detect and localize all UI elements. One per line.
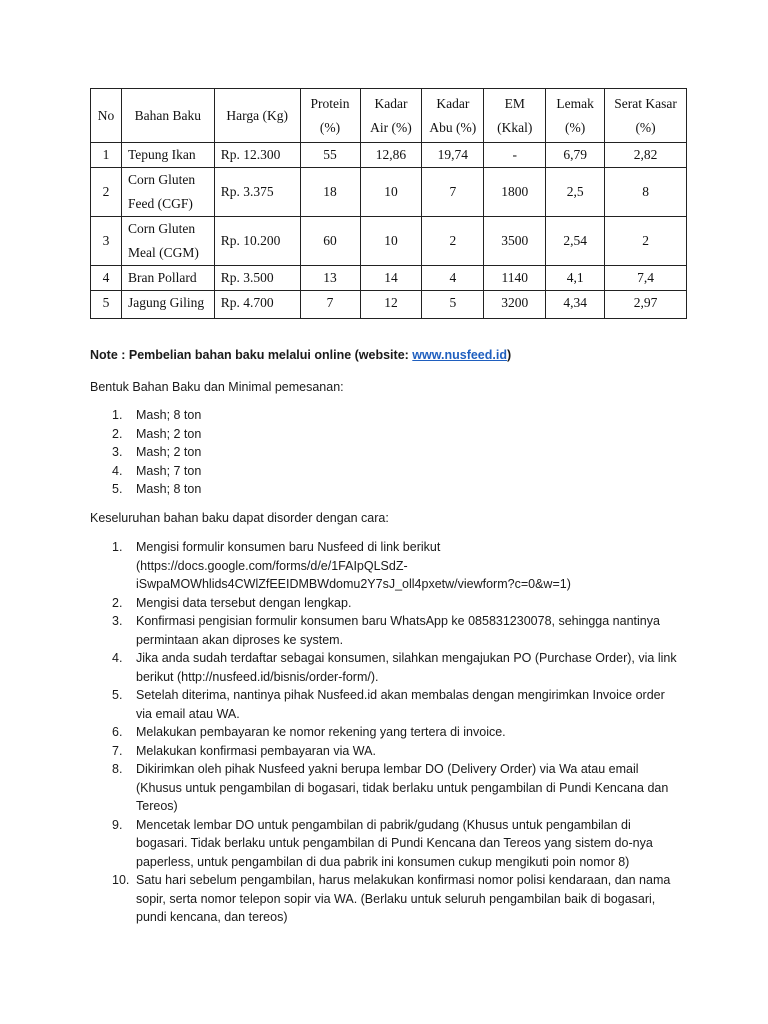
list-number: 3. [112, 445, 123, 459]
list-text: Mash; 8 ton [136, 408, 202, 422]
cell-bahan-line1: Corn Gluten [127, 172, 196, 187]
header-harga: Harga (Kg) [214, 89, 300, 143]
step-item [112, 742, 682, 761]
cell-lemak: 6,79 [546, 143, 605, 168]
step-line: Tereos) [136, 799, 178, 813]
header-no: No [91, 89, 122, 143]
step-item [112, 649, 682, 686]
cell-no: 1 [91, 143, 122, 168]
step-line: Satu hari sebelum pengambilan, harus melakukan konfirmasi nomor polisi kendaraan, dan nama [136, 873, 671, 887]
list-item [112, 443, 682, 462]
header-em-line2: (Kkal) [497, 119, 533, 135]
step-text [136, 760, 682, 816]
step-number: 4. [112, 651, 123, 665]
step-number: 2. [112, 595, 123, 610]
header-kadar-abu-line2: Abu (%) [429, 119, 477, 135]
step-number: 8. [112, 762, 123, 776]
table-row [91, 266, 687, 291]
header-lemak [546, 89, 605, 143]
step-item [112, 723, 682, 742]
cell-serat-kasar: 2 [605, 217, 687, 266]
step-number: 6. [112, 725, 123, 739]
step-text [136, 723, 682, 742]
mash-list [112, 406, 682, 499]
step-line: Melakukan konfirmasi pembayaran via WA. [136, 743, 376, 758]
cell-bahan-line1: Corn Gluten [127, 221, 196, 236]
list-text: Mash; 7 ton [136, 463, 202, 478]
step-line: iSwpaMOWhlids4CWlZfEEIDMBWdomu2Y7sJ_oll4pxetw/viewform?c=0&w=1) [136, 577, 571, 591]
step-text [136, 816, 682, 872]
step-item [112, 612, 682, 649]
step-text [136, 594, 682, 613]
cell-protein: 13 [300, 266, 360, 291]
cell-serat-kasar: 7,4 [605, 266, 687, 291]
list-number: 2. [112, 426, 123, 441]
step-line: via email atau WA. [136, 706, 240, 721]
cell-kadar-air: 12,86 [360, 143, 422, 168]
step-text [136, 871, 682, 927]
cell-bahan [121, 168, 214, 217]
bahan-baku-table [90, 88, 687, 319]
cell-no: 4 [91, 266, 122, 291]
cell-bahan: Tepung Ikan [121, 143, 214, 168]
step-line: Dikirimkan oleh pihak Nusfeed yakni berupa lembar DO (Delivery Order) via Wa atau email [136, 762, 639, 776]
cell-lemak: 2,54 [546, 217, 605, 266]
header-kadar-air [360, 89, 422, 143]
step-line: berikut (http://nusfeed.id/bisnis/order-form/). [136, 669, 379, 684]
header-kadar-air-line2: Air (%) [370, 119, 412, 135]
step-line: (https://docs.google.com/forms/d/e/1FAIpQLSdZ- [136, 558, 408, 573]
step-number: 5. [112, 688, 123, 702]
header-bahan-baku: Bahan Baku [121, 89, 214, 143]
step-line: bogasari. Tidak berlaku untuk pengambilan di Pundi Kencana dan Tereos yang sistem do-nya [136, 836, 653, 850]
cell-serat-kasar: 2,97 [605, 291, 687, 319]
table-row [91, 291, 687, 319]
header-serat-kasar-line1: Serat Kasar [614, 95, 677, 111]
cell-bahan-line2: Meal (CGM) [127, 245, 199, 260]
cell-kadar-air: 10 [360, 168, 422, 217]
header-protein-line1: Protein [310, 95, 350, 111]
cell-kadar-abu: 2 [422, 217, 484, 266]
header-lemak-line2: (%) [565, 119, 586, 135]
note-prefix: Note : Pembelian bahan baku melalui online (website: [90, 348, 413, 362]
cell-kadar-abu: 19,74 [422, 143, 484, 168]
cell-harga: Rp. 4.700 [214, 291, 300, 319]
list-item [112, 406, 682, 425]
cell-harga: Rp. 12.300 [214, 143, 300, 168]
list-number: 4. [112, 463, 123, 478]
nusfeed-link[interactable]: www.nusfeed.id [412, 348, 507, 362]
bentuk-heading: Bentuk Bahan Baku dan Minimal pemesanan: [90, 380, 344, 394]
header-serat-kasar [605, 89, 687, 143]
step-text [136, 538, 682, 594]
step-item [112, 594, 682, 613]
header-kadar-abu [422, 89, 484, 143]
step-number: 9. [112, 817, 123, 832]
step-line: sopir, serta nomor telepon sopir via WA. (Berlaku untuk seluruh pengambilan baik di bogasari, [136, 891, 656, 906]
cell-kadar-air: 14 [360, 266, 422, 291]
step-text [136, 742, 682, 761]
cell-kadar-abu: 5 [422, 291, 484, 319]
step-item [112, 871, 682, 927]
cell-kadar-air: 12 [360, 291, 422, 319]
cell-protein: 55 [300, 143, 360, 168]
list-text: Mash; 2 ton [136, 426, 202, 441]
cell-no: 3 [91, 217, 122, 266]
cell-harga: Rp. 3.500 [214, 266, 300, 291]
cell-protein: 18 [300, 168, 360, 217]
cell-serat-kasar: 8 [605, 168, 687, 217]
cell-em: 3200 [484, 291, 546, 319]
step-number: 10. [112, 873, 130, 887]
cell-em: 3500 [484, 217, 546, 266]
header-kadar-abu-line1: Kadar [436, 95, 470, 111]
cell-em: 1800 [484, 168, 546, 217]
step-item [112, 538, 682, 594]
step-line: Mengisi formulir konsumen baru Nusfeed di link berikut [136, 540, 441, 554]
cell-lemak: 4,1 [546, 266, 605, 291]
list-item [112, 425, 682, 444]
cell-bahan: Jagung Giling [121, 291, 214, 319]
list-text: Mash; 2 ton [136, 445, 202, 459]
step-line: Jika anda sudah terdaftar sebagai konsumen, silahkan mengajukan PO (Purchase Order), via link [136, 651, 677, 665]
step-line: (Khusus untuk pengambilan di bogasari, tidak berlaku untuk pengambilan di Pundi Kencana dan [136, 780, 669, 795]
header-em [484, 89, 546, 143]
step-line: paperless, untuk pengambilan di dua pabrik ini konsumen cukup mengikuti poin nomor 8) [136, 854, 630, 869]
header-em-line1: EM [504, 95, 525, 111]
cell-no: 2 [91, 168, 122, 217]
table-row [91, 143, 687, 168]
cell-no: 5 [91, 291, 122, 319]
step-item [112, 686, 682, 723]
header-serat-kasar-line2: (%) [635, 119, 656, 135]
table-row [91, 168, 687, 217]
step-text [136, 686, 682, 723]
header-protein-line2: (%) [319, 119, 341, 135]
list-number: 1. [112, 408, 123, 422]
step-number: 7. [112, 743, 123, 758]
step-line: Konfirmasi pengisian formulir konsumen baru WhatsApp ke 085831230078, sehingga nantinya [136, 614, 660, 628]
step-item [112, 816, 682, 872]
step-line: Mencetak lembar DO untuk pengambilan di pabrik/gudang (Khusus untuk pengambilan di [136, 817, 631, 832]
order-steps-list [112, 538, 682, 927]
cell-em: 1140 [484, 266, 546, 291]
header-kadar-air-line1: Kadar [374, 95, 408, 111]
step-line: Mengisi data tersebut dengan lengkap. [136, 595, 352, 610]
cell-lemak: 2,5 [546, 168, 605, 217]
cell-harga: Rp. 10.200 [214, 217, 300, 266]
step-number: 1. [112, 540, 123, 554]
list-item [112, 462, 682, 481]
note-line [90, 346, 680, 365]
cell-harga: Rp. 3.375 [214, 168, 300, 217]
step-text [136, 649, 682, 686]
cell-kadar-air: 10 [360, 217, 422, 266]
list-text: Mash; 8 ton [136, 482, 202, 496]
order-heading: Keseluruhan bahan baku dapat disorder dengan cara: [90, 511, 389, 525]
cell-kadar-abu: 7 [422, 168, 484, 217]
list-number: 5. [112, 482, 123, 496]
cell-protein: 60 [300, 217, 360, 266]
cell-serat-kasar: 2,82 [605, 143, 687, 168]
step-number: 3. [112, 614, 123, 628]
list-item [112, 480, 682, 499]
step-item [112, 760, 682, 816]
table-row [91, 217, 687, 266]
step-line: permintaan akan diproses ke system. [136, 632, 344, 647]
header-protein [300, 89, 360, 143]
cell-bahan [121, 217, 214, 266]
header-lemak-line1: Lemak [556, 95, 594, 111]
step-text [136, 612, 682, 649]
table-header-row [91, 89, 687, 143]
step-line: pundi kencana, dan tereos) [136, 910, 288, 924]
step-line: Setelah diterima, nantinya pihak Nusfeed.id akan membalas dengan mengirimkan Invoice order [136, 688, 665, 702]
cell-bahan-line2: Feed (CGF) [127, 196, 193, 211]
cell-bahan: Bran Pollard [121, 266, 214, 291]
cell-em: - [484, 143, 546, 168]
cell-lemak: 4,34 [546, 291, 605, 319]
step-line: Melakukan pembayaran ke nomor rekening yang tertera di invoice. [136, 725, 506, 739]
note-suffix: ) [506, 348, 512, 362]
cell-protein: 7 [300, 291, 360, 319]
cell-kadar-abu: 4 [422, 266, 484, 291]
